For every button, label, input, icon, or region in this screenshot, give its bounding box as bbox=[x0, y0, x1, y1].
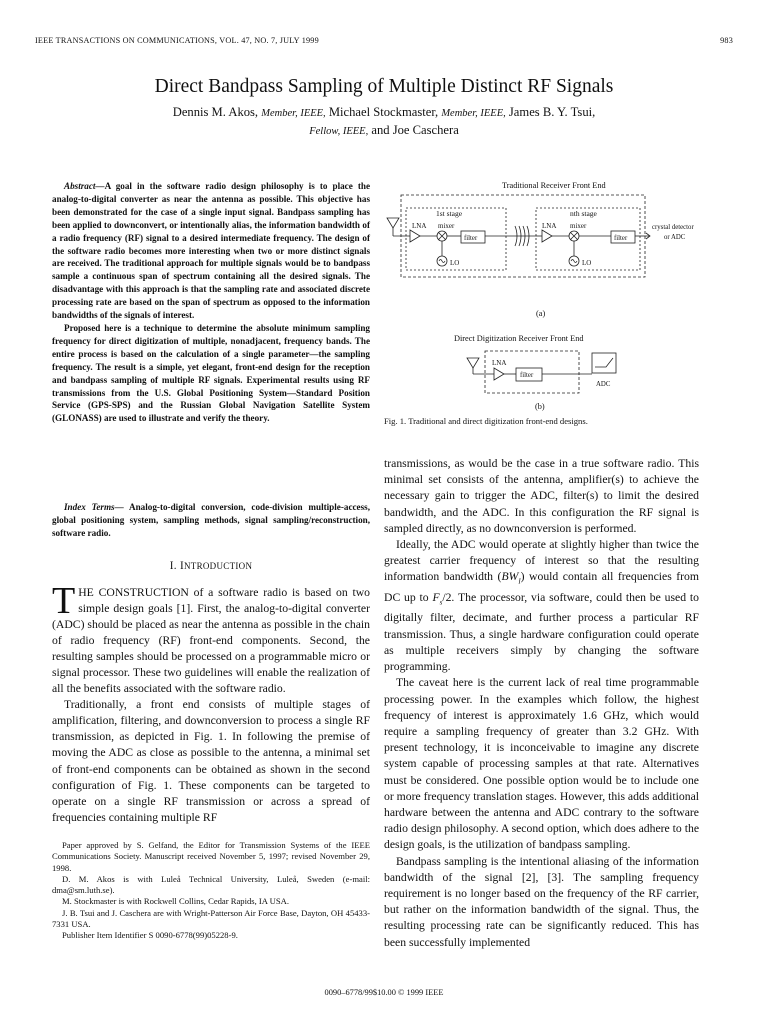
figure-a-title: Traditional Receiver Front End bbox=[502, 181, 606, 190]
detector-label: crystal detector bbox=[652, 224, 694, 231]
copyright-line: 0090–6778/99$10.00 © 1999 IEEE bbox=[324, 988, 444, 997]
abstract bbox=[52, 180, 370, 425]
author-name: and Joe Caschera bbox=[371, 123, 459, 137]
author-name: James B. Y. Tsui, bbox=[508, 105, 596, 119]
antenna-icon bbox=[387, 218, 410, 236]
footnote: J. B. Tsui and J. Caschera are with Wright-Patterson Air Force Base, Dayton, OH 45433-7331 USA. bbox=[52, 907, 370, 930]
introduction-text bbox=[52, 580, 370, 826]
footnote: Publisher Item Identifier S 0090-6778(99)05228-9. bbox=[62, 930, 238, 941]
paper-title: Direct Bandpass Sampling of Multiple Distinct RF Signals bbox=[154, 76, 614, 97]
figure-caption: Fig. 1. Traditional and direct digitization front-end designs. bbox=[384, 416, 588, 426]
author-name: Michael Stockmaster, bbox=[328, 105, 439, 119]
filter-label: filter bbox=[520, 372, 534, 379]
author-membership: Fellow, IEEE, bbox=[309, 126, 369, 137]
lna-label: LNA bbox=[492, 359, 507, 367]
lna-label: LNA bbox=[542, 222, 557, 230]
lo-label: LO bbox=[582, 259, 592, 267]
abstract-paragraph: Abstract—A goal in the software radio design philosophy is to place the analog-to-digital converter as near the antenna as possible. This objective has been demonstrated for the case of a single input signal. Bandpass sampling has been applied to downconvert, or intentionally alias, the information bandwidth of a radio frequency (RF) signal to a desired intermediate frequency. The design of the software radio becomes more interesting when two or more distinct signals are received. The traditional approach for multiple signals would be to bandpass sample a continuous span of spectrum containing all the desired signals. The disadvantage with this approach is that the sampling rate and associated discrete processing rate are based on the span of spectrum as opposed to the information bandwidths of the signals of interest. bbox=[52, 181, 370, 321]
amplifier-icon bbox=[542, 230, 552, 242]
body-text-column-2 bbox=[384, 456, 699, 951]
mixer-icon bbox=[437, 231, 447, 241]
body-paragraph: The caveat here is the current lack of real time programmable processing power. In the examples which follow, the highest frequency of interest is approximately 1.6 GHz, which would require a sampling frequency of greater than 3.2 GHz. With present technology, it is inconceivable to imagine any discrete system capable of processing samples at that rate. Alternatives must be considered. One possible option would be to include one or more frequency translation stages. However, this adds additional hardware between the antenna and ADC contrary to the software radio design philosophy. A second option, which does adhere to the design goals, is the utilization of bandpass sampling. bbox=[384, 676, 700, 852]
body-paragraph: transmissions, as would be the case in a true software radio. This minimal set consists of the antenna, amplifier(s) to achieve the necessary gain to trigger the ADC, filter(s) to limit the desired bandwidth, and the ADC. In this configuration the RF signal is sampled directly, as no downconversion is performed. bbox=[384, 457, 699, 535]
section-heading: I. INTRODUCTION bbox=[169, 560, 253, 572]
author-list bbox=[170, 104, 598, 140]
mixer-icon bbox=[569, 231, 579, 241]
oscillator-icon bbox=[437, 256, 447, 266]
antenna-icon bbox=[467, 358, 494, 374]
author-name: Dennis M. Akos, bbox=[172, 105, 259, 119]
body-paragraph: THE CONSTRUCTION of a software radio is based on two simple design goals [1]. First, the analog-to-digital converter (ADC) should be placed as near the antenna as possible in the chain of radio frequency (RF) front-end components. Second, the resulting samples should be processed on a programmable micro or signal processor. These two guidelines will enable the realization of all the benefits associated with the software radio. bbox=[52, 580, 370, 696]
adc-block bbox=[592, 353, 616, 373]
filter-label: filter bbox=[614, 235, 628, 242]
adc-label: ADC bbox=[596, 381, 611, 388]
lo-label: LO bbox=[450, 259, 460, 267]
author-membership: Member, IEEE, bbox=[441, 108, 506, 119]
figure-1-diagram bbox=[384, 178, 704, 413]
footnote: D. M. Akos is with Luleå Technical University, Luleå, Sweden (e-mail: dma@sm.luth.se). bbox=[52, 873, 370, 896]
amplifier-icon bbox=[494, 368, 504, 380]
page-number: 983 bbox=[720, 36, 733, 45]
body-paragraph: Ideally, the ADC would operate at slightly higher than twice the greatest carrier frequency of interest so that the resulting information bandwidth $(BW_I)$ would contain all frequencies from DC up to $F_s/2$. The processor, via software, could then be used to digitally filter, decimate, and further process a particular RF transmission. Thus, a single hardware configuration could operate as multiple receivers simply by changing the software programming. bbox=[384, 538, 699, 674]
journal-citation: IEEE TRANSACTIONS ON COMMUNICATIONS, VOL. 47, NO. 7, JULY 1999 bbox=[35, 36, 319, 45]
stage-1-label: 1st stage bbox=[436, 209, 463, 218]
lna-label: LNA bbox=[412, 222, 427, 230]
abstract-label: Abstract— bbox=[64, 181, 105, 191]
index-terms-label: Index Terms— bbox=[64, 502, 124, 512]
running-header bbox=[35, 36, 733, 48]
math-bw: BW bbox=[501, 570, 519, 584]
switch-icon bbox=[595, 358, 613, 367]
footnote: Paper approved by S. Gelfand, the Editor for Transmission Systems of the IEEE Communications Society. Manuscript received November 5, 1997; revised November 29, 1998. bbox=[52, 840, 370, 873]
figure-a-label: (a) bbox=[536, 309, 546, 318]
detector-label: or ADC bbox=[664, 234, 686, 241]
footnotes bbox=[52, 840, 370, 942]
footnote: M. Stockmaster is with Rockwell Collins, Cedar Rapids, IA USA. bbox=[62, 896, 290, 907]
author-membership: Member, IEEE, bbox=[261, 108, 326, 119]
body-paragraph: Traditionally, a front end consists of multiple stages of amplification, filtering, and downconversion to process a single RF transmission, as depicted in Fig. 1. In following the premise of moving the ADC as close as possible to the antenna, a minimal set of front-end components can be obtained as shown in the second configuration of Fig. 1. These components can be targeted to operate on a single RF transmission or across a spread of frequencies containing multiple RF bbox=[52, 698, 370, 824]
mixer-label: mixer bbox=[570, 222, 587, 230]
oscillator-icon bbox=[569, 256, 579, 266]
amplifier-icon bbox=[410, 230, 420, 242]
index-terms: Index Terms— Analog-to-digital conversion, code-division multiple-access, global positioning system, sampling methods, signal sampling/reconstruction, software radio. bbox=[52, 502, 370, 538]
figure-b-label: (b) bbox=[535, 402, 545, 411]
math-fs: F bbox=[432, 590, 440, 604]
drop-cap: T bbox=[52, 580, 76, 622]
body-paragraph: Bandpass sampling is the intentional aliasing of the information bandwidth of the signal [2], [3]. The sampling frequency requirement is no longer based on the frequency of the RF carrier, but rather on the information bandwidth of the signal. Thus, the resulting processing rate can be significantly reduced. This has been successfully implemented bbox=[384, 854, 699, 949]
stage-n-label: nth stage bbox=[570, 209, 597, 218]
mixer-label: mixer bbox=[438, 222, 455, 230]
abstract-paragraph: Proposed here is a technique to determine the absolute minimum sampling frequency for direct digitization of multiple, nonadjacent, frequency bands. The entire process is based on the calculation of a single parameter—the sampling frequency. The result is a simple, yet elegant, front-end design for the reception and bandpass sampling of multiple RF signals. Experimental results using RF transmissions from the U.S. Global Positioning System—Standard Position Service (GPS-SPS) and the Russian Global Navigation Satellite System (GLONASS) are used to illustrate and verify the theory. bbox=[52, 322, 370, 424]
filter-label: filter bbox=[464, 235, 478, 242]
figure-b-title: Direct Digitization Receiver Front End bbox=[454, 334, 584, 343]
